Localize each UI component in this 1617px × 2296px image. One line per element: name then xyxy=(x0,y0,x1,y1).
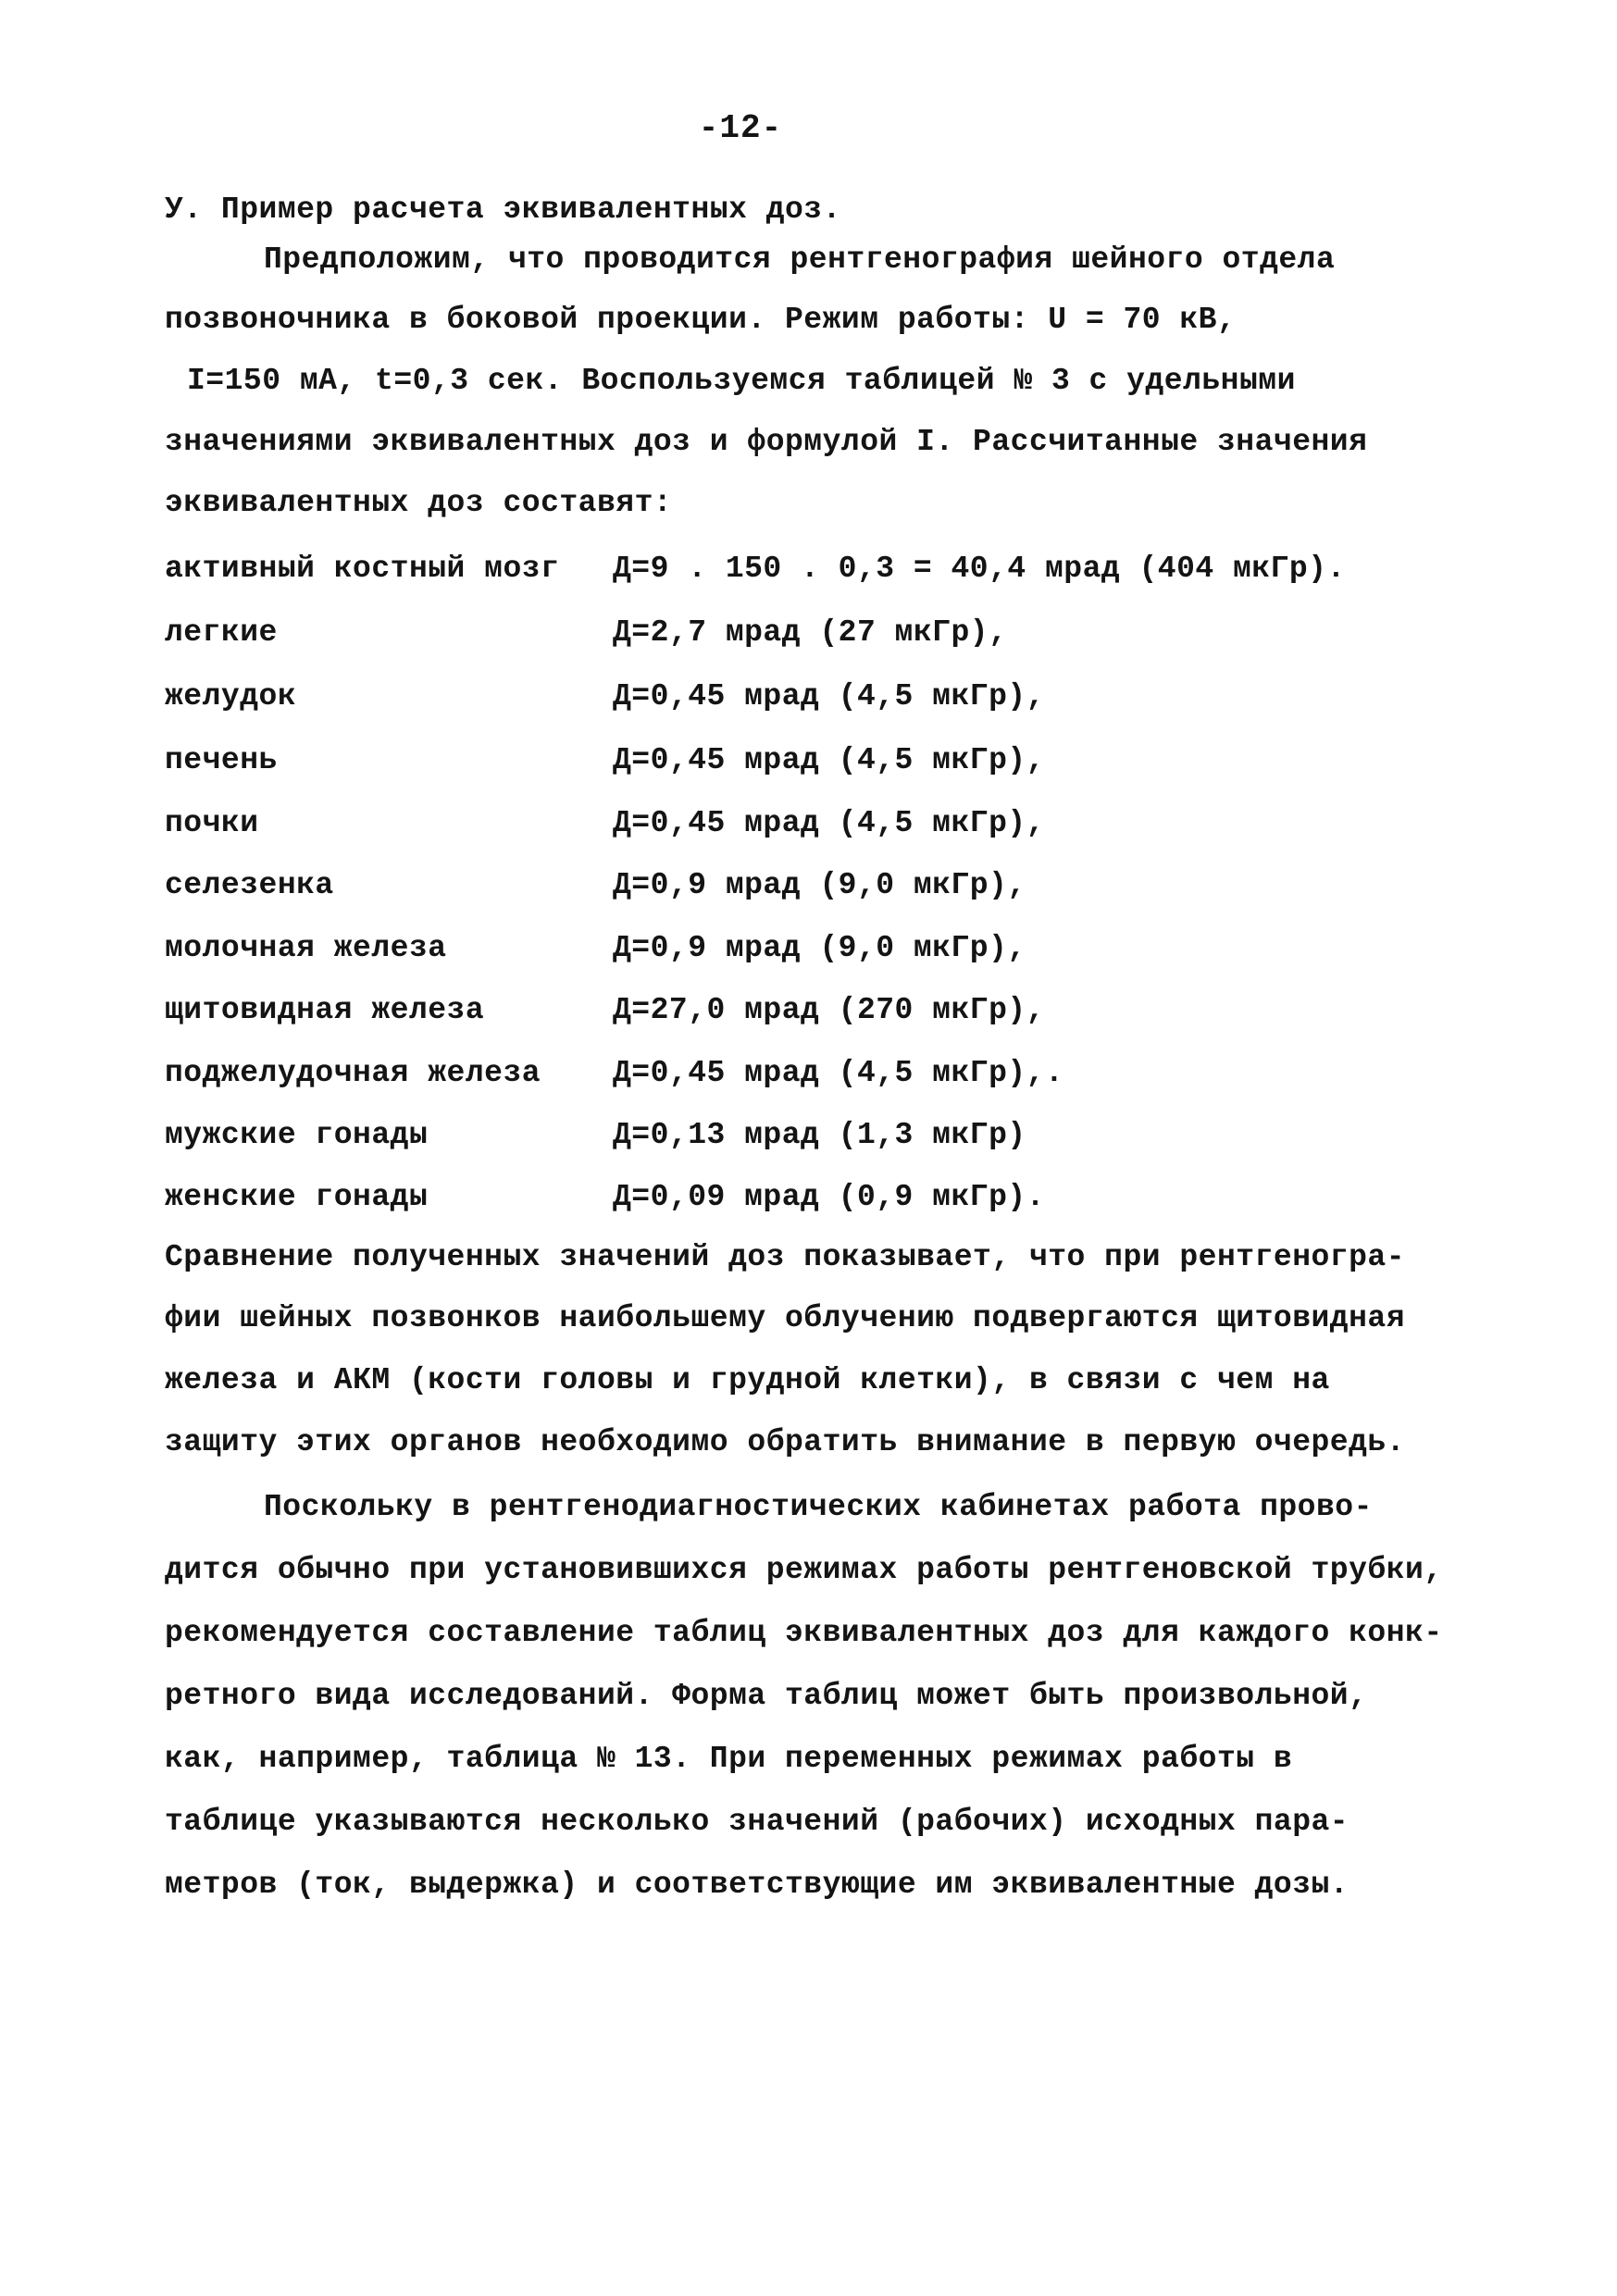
comparison-line: фии шейных позвонков наибольшему облучению подвергаются щитовидная xyxy=(165,1301,1406,1335)
organ-name: почки xyxy=(165,806,259,840)
organ-dose: Д=27,0 мрад (270 мкГр), xyxy=(613,993,1045,1027)
page-number: -12- xyxy=(698,109,783,147)
intro-line: позвоночника в боковой проекции. Режим работы: U = 70 кВ, xyxy=(165,303,1237,337)
intro-line: Предположим, что проводится рентгенография шейного отдела xyxy=(264,242,1336,277)
organ-dose: Д=0,45 мрад (4,5 мкГр),. xyxy=(613,1056,1064,1090)
organ-name: женские гонады xyxy=(165,1180,429,1214)
organ-name: печень xyxy=(165,743,278,777)
organ-name: желудок xyxy=(165,679,297,714)
organ-name: селезенка xyxy=(165,868,334,902)
intro-line: I=150 мА, t=0,3 сек. Воспользуемся таблицей № 3 с удельными xyxy=(187,364,1296,398)
organ-dose: Д=0,9 мрад (9,0 мкГр), xyxy=(613,868,1026,902)
recommendation-line: дится обычно при установившихся режимах работы рентгеновской трубки, xyxy=(165,1553,1443,1587)
organ-name: поджелудочная железа xyxy=(165,1056,541,1090)
organ-name: активный костный мозг xyxy=(165,552,560,586)
recommendation-line: Поскольку в рентгенодиагностических кабинетах работа прово- xyxy=(264,1490,1373,1524)
recommendation-line: таблице указываются несколько значений (рабочих) исходных пара- xyxy=(165,1805,1350,1839)
organ-name: щитовидная железа xyxy=(165,993,485,1027)
recommendation-line: как, например, таблица № 13. При переменных режимах работы в xyxy=(165,1742,1293,1776)
organ-dose: Д=0,9 мрад (9,0 мкГр), xyxy=(613,931,1026,965)
comparison-line: Сравнение полученных значений доз показывает, что при рентгеногра- xyxy=(165,1240,1406,1274)
organ-dose: Д=0,09 мрад (0,9 мкГр). xyxy=(613,1180,1045,1214)
recommendation-line: ретного вида исследований. Форма таблиц может быть произвольной, xyxy=(165,1679,1368,1713)
recommendation-line: метров (ток, выдержка) и соответствующие им эквивалентные дозы. xyxy=(165,1868,1350,1902)
organ-dose: Д=0,45 мрад (4,5 мкГр), xyxy=(613,743,1045,777)
organ-dose: Д=0,13 мрад (1,3 мкГр) xyxy=(613,1118,1026,1152)
intro-line: эквивалентных доз составят: xyxy=(165,486,673,520)
comparison-line: защиту этих органов необходимо обратить внимание в первую очередь. xyxy=(165,1425,1406,1459)
organ-name: молочная железа xyxy=(165,931,447,965)
recommendation-line: рекомендуется составление таблиц эквивалентных доз для каждого конк- xyxy=(165,1616,1443,1650)
intro-line: значениями эквивалентных доз и формулой I. Рассчитанные значения xyxy=(165,425,1368,459)
organ-name: мужские гонады xyxy=(165,1118,429,1152)
organ-dose: Д=0,45 мрад (4,5 мкГр), xyxy=(613,806,1045,840)
organ-dose: Д=0,45 мрад (4,5 мкГр), xyxy=(613,679,1045,714)
organ-dose: Д=9 . 150 . 0,3 = 40,4 мрад (404 мкГр). xyxy=(613,552,1346,586)
organ-dose: Д=2,7 мрад (27 мкГр), xyxy=(613,615,1008,650)
section-heading: У. Пример расчета эквивалентных доз. xyxy=(165,192,841,227)
comparison-line: железа и АКМ (кости головы и грудной клетки), в связи с чем на xyxy=(165,1363,1330,1397)
organ-name: легкие xyxy=(165,615,278,650)
